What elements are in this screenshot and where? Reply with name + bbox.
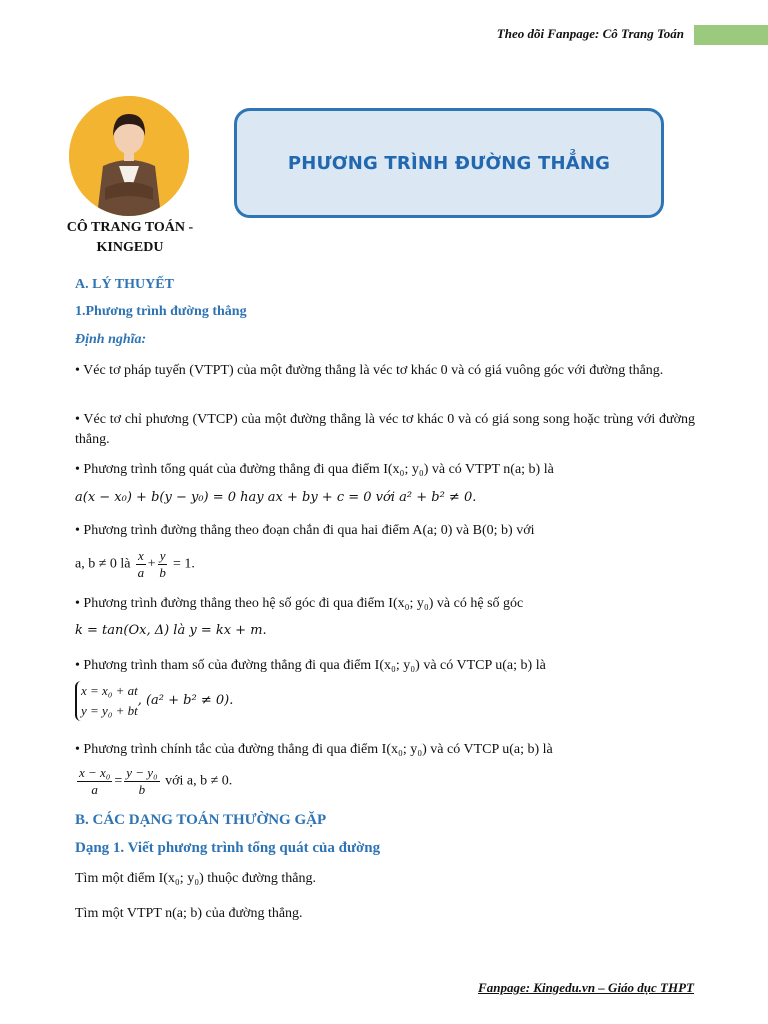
- footer-fanpage: Fanpage: Kingedu.vn – Giáo dục THPT: [478, 980, 694, 995]
- paragraph-general-line2: [75, 488, 695, 508]
- subsection-1-heading: 1.Phương trình đường thẳng: [75, 304, 247, 319]
- param-condition: , (a² + b² ≠ 0).: [137, 693, 234, 709]
- fraction-x-over-a: $\frac{x}{a}$: [137, 548, 145, 580]
- plus-sign: +: [147, 556, 156, 572]
- paragraph-param-system: [75, 681, 695, 721]
- definition-label: Định nghĩa:: [75, 332, 147, 347]
- paragraph-vtcp: • Véc tơ chỉ phương (VTCP) của một đường thẳng là véc tơ khác 0 và có giá song song hoặc trùng với đường thẳng.: [75, 412, 695, 447]
- general-equation: a(x − x₀) + b(y − y₀) = 0 hay ax + by + c = 0 với a² + b² ≠ 0.: [75, 490, 477, 505]
- paragraph-intercept-line1: • Phương trình đường thẳng theo đoạn chắn đi qua hai điểm A(a; 0) và B(0; b) với: [75, 523, 535, 538]
- intercept-equals: = 1.: [172, 556, 195, 572]
- param-equation-system: x = x₀ + at y = y₀ + bt: [75, 681, 138, 721]
- fraction-y-over-b: $\frac{y}{b}$: [159, 548, 166, 580]
- equals-sign: =: [114, 773, 123, 789]
- fraction-canon-y: $\frac{\text{y − y₀}}{b}$: [126, 765, 158, 797]
- paragraph-general-line1: • Phương trình tổng quát của đường thẳng đi qua điểm I(x₀; y₀) và có VTPT n(a; b) là: [75, 462, 554, 477]
- page-title: PHƯƠNG TRÌNH ĐƯỜNG THẲNG: [287, 152, 611, 174]
- section-b-heading: B. CÁC DẠNG TOÁN THƯỜNG GẶP: [75, 812, 327, 828]
- author-avatar: [69, 96, 189, 216]
- header-fanpage-text: Theo dõi Fanpage: Cô Trang Toán: [496, 26, 684, 41]
- canon-condition: với a, b ≠ 0.: [165, 773, 233, 789]
- author-name: CÔ TRANG TOÁN - KINGEDU: [66, 220, 194, 255]
- dang-1-heading: Dạng 1. Viết phương trình tổng quát của đường: [75, 840, 381, 856]
- paragraph-slope-line1: • Phương trình đường thẳng theo hệ số góc đi qua điểm I(x₀; y₀) và có hệ số góc: [75, 596, 524, 611]
- step-1: Tìm một điểm I(x₀; y₀) thuộc đường thẳng.: [75, 871, 316, 886]
- teacher-portrait-icon: [69, 96, 189, 216]
- title-box: [234, 108, 664, 218]
- paragraph-vtpt: • Véc tơ pháp tuyến (VTPT) của một đường thẳng là véc tơ khác 0 và có giá vuông góc với đường thẳng.: [75, 363, 664, 378]
- intercept-condition: a, b ≠ 0 là: [75, 556, 131, 572]
- section-a-heading: A. LÝ THUYẾT: [75, 277, 174, 292]
- paragraph-param-line1: • Phương trình tham số của đường thẳng đi qua điểm I(x₀; y₀) và có VTCP u(a; b) là: [75, 658, 546, 673]
- header-accent-bar: [694, 25, 768, 45]
- paragraph-canon-line1: • Phương trình chính tắc của đường thẳng đi qua điểm I(x₀; y₀) và có VTCP u(a; b) là: [75, 742, 553, 757]
- paragraph-intercept-line2: [75, 548, 695, 581]
- fraction-canon-x: $\frac{\text{x − x₀}}{a}$: [79, 765, 111, 797]
- paragraph-canon-line2: [75, 765, 695, 798]
- step-2: Tìm một VTPT n(a; b) của đường thẳng.: [75, 906, 303, 921]
- paragraph-slope-line2: k = tan(Ox, Δ) là y = kx + m.: [75, 623, 267, 638]
